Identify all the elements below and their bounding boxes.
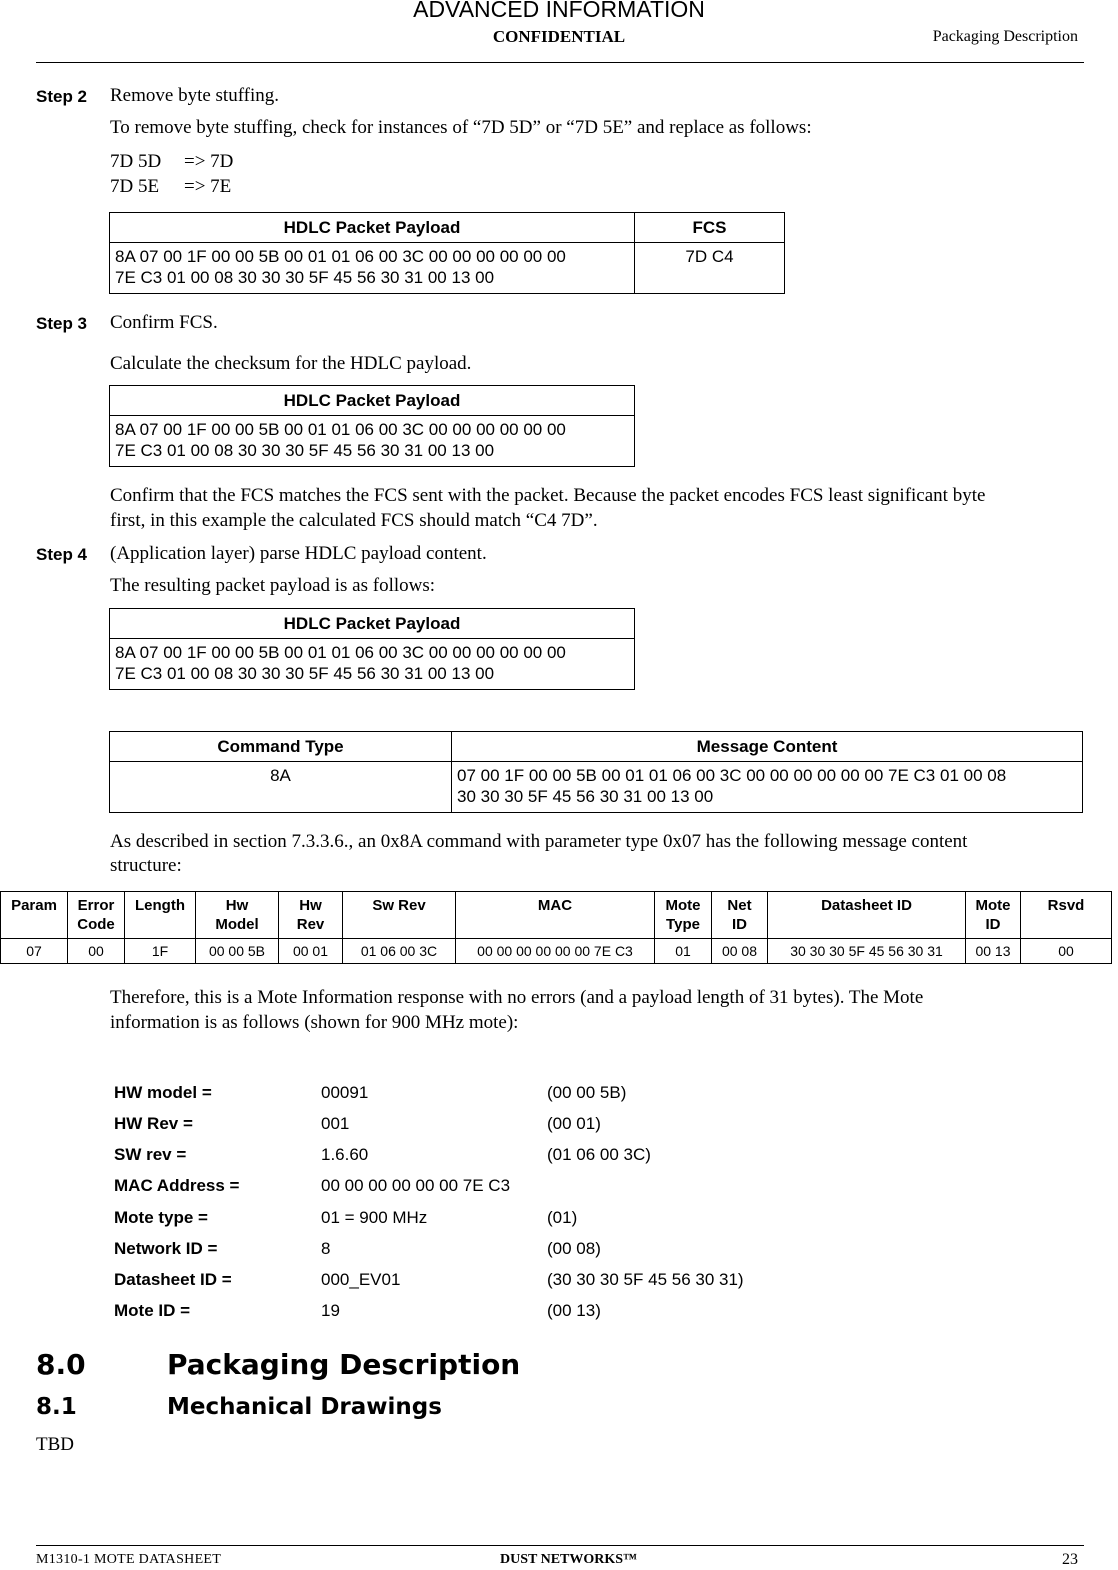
network-id-label: Network ID = (114, 1239, 218, 1258)
length-header: Length (125, 892, 196, 939)
param-value: 07 (1, 939, 68, 964)
rsvd-header: Rsvd (1021, 892, 1112, 939)
datasheet-id-value: 30 30 30 5F 45 56 30 31 (768, 939, 966, 964)
message-content-line: 07 00 1F 00 00 5B 00 01 01 06 00 3C 00 00 00 00 00 00 7E C3 01 00 08 (457, 766, 1007, 785)
payload-line: 7E C3 01 00 08 30 30 30 5F 45 56 30 31 00 13 00 (115, 664, 495, 683)
hw-rev-label: HW Rev = (114, 1114, 193, 1133)
mac-address-value: 00 00 00 00 00 00 7E C3 (321, 1176, 511, 1195)
payload-line: 8A 07 00 1F 00 00 5B 00 01 01 06 00 3C 00 00 00 00 00 00 (115, 420, 566, 439)
payload-line: 8A 07 00 1F 00 00 5B 00 01 01 06 00 3C 00 00 00 00 00 00 (115, 643, 566, 662)
sw-rev-value: 1.6.60 (321, 1145, 369, 1164)
step3-label: Step 3 (36, 314, 88, 333)
step4-text: The resulting packet payload is as follows: (110, 575, 436, 596)
datasheet-id-raw: (30 30 30 5F 45 56 30 31) (547, 1270, 744, 1289)
message-content-cell (452, 762, 1083, 813)
step4-label: Step 4 (36, 545, 88, 564)
confirm-fcs-line-2: first, in this example the calculated FCS should match “C4 7D”. (110, 510, 598, 531)
hw-model-label: HW model = (114, 1083, 212, 1102)
mote-type-raw: (01) (547, 1208, 578, 1227)
table-header: FCS (635, 213, 785, 243)
step4-title: (Application layer) parse HDLC payload content. (110, 543, 487, 564)
payload-line: 8A 07 00 1F 00 00 5B 00 01 01 06 00 3C 00 00 00 00 00 00 (115, 247, 566, 266)
mote-id-label: Mote ID = (114, 1301, 191, 1320)
hw-rev-header: Hw Rev (279, 892, 343, 939)
datasheet-id-label: Datasheet ID = (114, 1270, 232, 1289)
hw-rev-value: 00 01 (279, 939, 343, 964)
footer-rule (36, 1545, 1084, 1546)
step2-title: Remove byte stuffing. (110, 85, 280, 106)
mote-type-header: Mote Type (655, 892, 712, 939)
net-id-value: 00 08 (712, 939, 768, 964)
sw-rev-value: 01 06 00 3C (343, 939, 456, 964)
mote-type-value: 01 (655, 939, 712, 964)
error-code-header: Error Code (68, 892, 125, 939)
hw-model-value: 00091 (321, 1083, 369, 1102)
section-8-1-body: TBD (36, 1434, 74, 1455)
advanced-information-watermark: ADVANCED INFORMATION (413, 0, 705, 22)
length-value: 1F (125, 939, 196, 964)
therefore-line-1: Therefore, this is a Mote Information response with no errors (and a payload length of 31 bytes). The Mote (110, 987, 924, 1008)
page-number: 23 (1062, 1551, 1078, 1568)
header-rule (36, 62, 1084, 63)
table-header: Message Content (452, 732, 1083, 762)
error-code-value: 00 (68, 939, 125, 964)
stuffing-rule-2-from: 7D 5E (110, 176, 160, 197)
mac-address-label: MAC Address = (114, 1176, 240, 1195)
hw-model-raw: (00 00 5B) (547, 1083, 627, 1102)
stuffing-rule-2-to: => 7E (184, 176, 232, 197)
therefore-line-2: information is as follows (shown for 900 MHz mote): (110, 1012, 519, 1033)
param-header: Param (1, 892, 68, 939)
stuffing-rule-1-to: => 7D (184, 151, 234, 172)
payload-cell (110, 416, 635, 467)
confirm-fcs-line-1: Confirm that the FCS matches the FCS sent with the packet. Because the packet encodes FCS least significant byte (110, 485, 986, 506)
table-header: Command Type (110, 732, 452, 762)
hw-rev-value: 001 (321, 1114, 350, 1133)
section-8-title: Packaging Description (167, 1348, 521, 1381)
datasheet-id-value: 000_EV01 (321, 1270, 401, 1289)
mote-id-raw: (00 13) (547, 1301, 601, 1320)
table-header: HDLC Packet Payload (110, 386, 635, 416)
network-id-raw: (00 08) (547, 1239, 601, 1258)
command-type-cell: 8A (110, 762, 452, 813)
step3-text: Calculate the checksum for the HDLC payload. (110, 353, 472, 374)
fcs-cell: 7D C4 (635, 243, 785, 294)
header-section-title: Packaging Description (932, 28, 1078, 45)
mote-id-value: 19 (321, 1301, 340, 1320)
sw-rev-label: SW rev = (114, 1145, 187, 1164)
sw-rev-header: Sw Rev (343, 892, 456, 939)
step2-text: To remove byte stuffing, check for instances of “7D 5D” or “7D 5E” and replace as follows: (110, 117, 812, 138)
step3-payload-table (109, 385, 635, 467)
hw-model-value: 00 00 5B (196, 939, 279, 964)
payload-line: 7E C3 01 00 08 30 30 30 5F 45 56 30 31 00 13 00 (115, 441, 495, 460)
step4-payload-table (109, 608, 635, 690)
datasheet-id-header: Datasheet ID (768, 892, 966, 939)
payload-cell (110, 243, 635, 294)
sw-rev-raw: (01 06 00 3C) (547, 1145, 651, 1164)
mac-header: MAC (456, 892, 655, 939)
mote-id-header: Mote ID (966, 892, 1021, 939)
message-structure-table (0, 891, 1112, 964)
stuffing-rule-1-from: 7D 5D (110, 151, 162, 172)
step2-payload-table (109, 212, 785, 294)
section-8-number: 8.0 (36, 1348, 86, 1381)
described-line-2: structure: (110, 855, 182, 876)
payload-line: 7E C3 01 00 08 30 30 30 5F 45 56 30 31 00 13 00 (115, 268, 495, 287)
footer-doc-title: M1310-1 MOTE DATASHEET (36, 1552, 222, 1567)
step3-title: Confirm FCS. (110, 312, 218, 333)
step2-label: Step 2 (36, 87, 88, 106)
table-row (1, 939, 1112, 964)
payload-cell (110, 639, 635, 690)
hw-model-header: Hw Model (196, 892, 279, 939)
rsvd-value: 00 (1021, 939, 1112, 964)
message-content-line: 30 30 30 5F 45 56 30 31 00 13 00 (457, 787, 714, 806)
confidential-label: CONFIDENTIAL (492, 27, 626, 46)
mac-value: 00 00 00 00 00 00 7E C3 (456, 939, 655, 964)
hw-rev-raw: (00 01) (547, 1114, 601, 1133)
command-table (109, 731, 1083, 813)
mote-type-label: Mote type = (114, 1208, 208, 1227)
section-8-1-number: 8.1 (36, 1394, 77, 1420)
mote-id-value: 00 13 (966, 939, 1021, 964)
table-header: HDLC Packet Payload (110, 609, 635, 639)
footer-company: DUST NETWORKS™ (500, 1552, 638, 1567)
described-line-1: As described in section 7.3.3.6., an 0x8A command with parameter type 0x07 has the following message content (110, 831, 968, 852)
network-id-value: 8 (321, 1239, 331, 1258)
section-8-1-title: Mechanical Drawings (167, 1394, 442, 1420)
mote-type-value: 01 = 900 MHz (321, 1208, 428, 1227)
net-id-header: Net ID (712, 892, 768, 939)
table-header: HDLC Packet Payload (110, 213, 635, 243)
